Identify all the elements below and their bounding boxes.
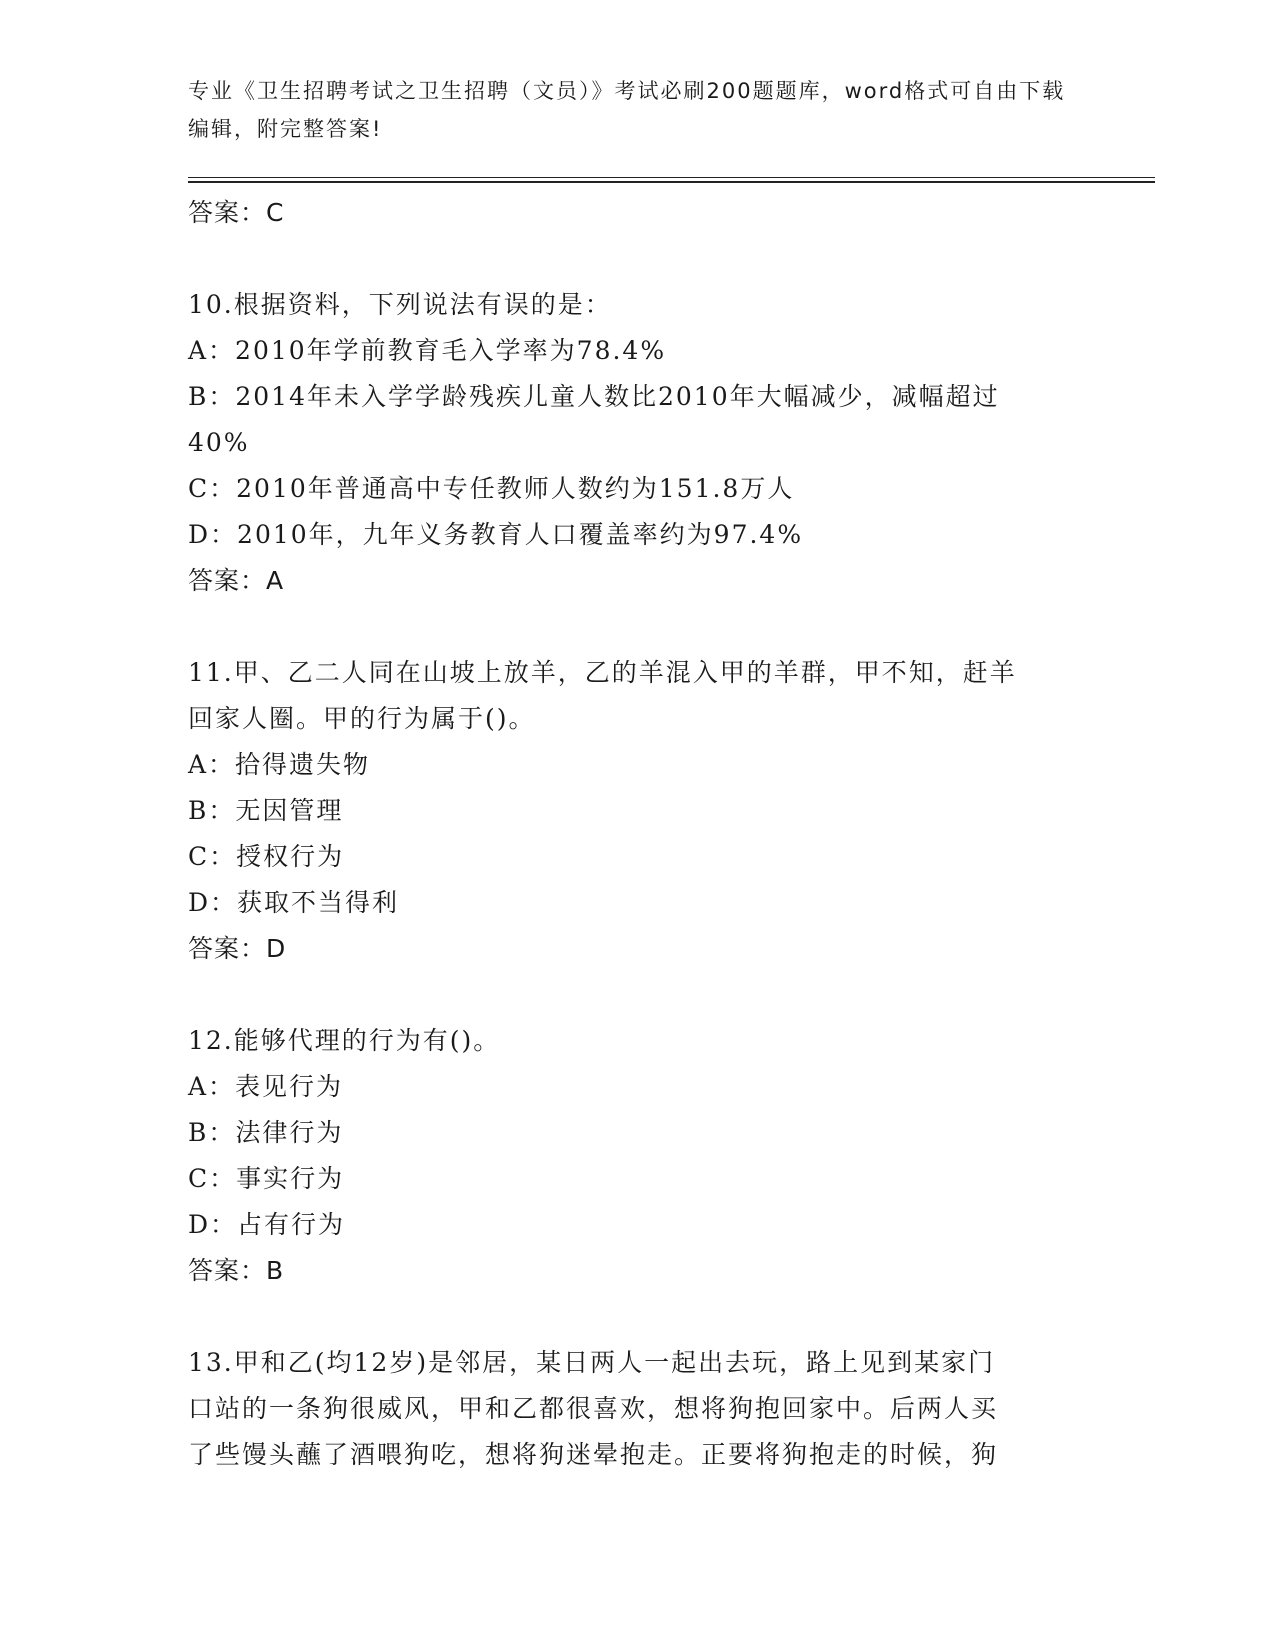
question-stem: 了些馒头蘸了酒喂狗吃，想将狗迷晕抱走。正要将狗抱走的时候，狗 [188,1440,999,1469]
question-stem: 口站的一条狗很威风，甲和乙都很喜欢，想将狗抱回家中。后两人买 [188,1394,999,1423]
option-b: B：法律行为 [188,1118,344,1147]
option-d: D：占有行为 [188,1210,346,1239]
option-b: B：无因管理 [188,796,344,825]
option-c: C：2010年普通高中专任教师人数约为151.8万人 [188,474,795,503]
option-c: C：授权行为 [188,842,345,871]
question-stem: 11.甲、乙二人同在山坡上放羊，乙的羊混入甲的羊群，甲不知，赶羊 [188,658,1017,687]
answer: 答案：D [188,934,287,963]
spacer [188,604,1088,650]
spacer [188,1294,1088,1340]
answer: 答案：B [188,1256,285,1285]
option-b: B：2014年未入学学龄残疾儿童人数比2010年大幅减少，减幅超过 [188,382,1000,411]
question-stem: 12.能够代理的行为有()。 [188,1026,501,1055]
answer: 答案：A [188,566,285,595]
spacer [188,236,1088,282]
question-10 [188,282,1088,604]
option-c: C：事实行为 [188,1164,345,1193]
question-stem: 10.根据资料，下列说法有误的是： [188,290,612,319]
question-11 [188,650,1088,972]
question-stem: 回家人圈。甲的行为属于()。 [188,704,536,733]
header-divider-thick [188,181,1155,183]
option-a: A：表见行为 [188,1072,344,1101]
option-b-continued: 40% [188,428,250,457]
option-a: A：2010年学前教育毛入学率为78.4% [188,336,667,365]
header-divider-thin [188,177,1155,178]
document-body [188,190,1088,1478]
page-header: 专业《卫生招聘考试之卫生招聘（文员）》考试必刷200题题库，word格式可自由下载编辑，附完整答案! [188,79,1066,141]
option-d: D：获取不当得利 [188,888,400,917]
spacer [188,972,1088,1018]
option-d: D：2010年，九年义务教育人口覆盖率约为97.4% [188,520,804,549]
question-12 [188,1018,1088,1294]
question-13 [188,1340,1088,1478]
question-stem: 13.甲和乙(均12岁)是邻居，某日两人一起出去玩，路上见到某家门 [188,1348,996,1377]
prev-question-answer: 答案：C [188,198,285,227]
option-a: A：拾得遗失物 [188,750,371,779]
